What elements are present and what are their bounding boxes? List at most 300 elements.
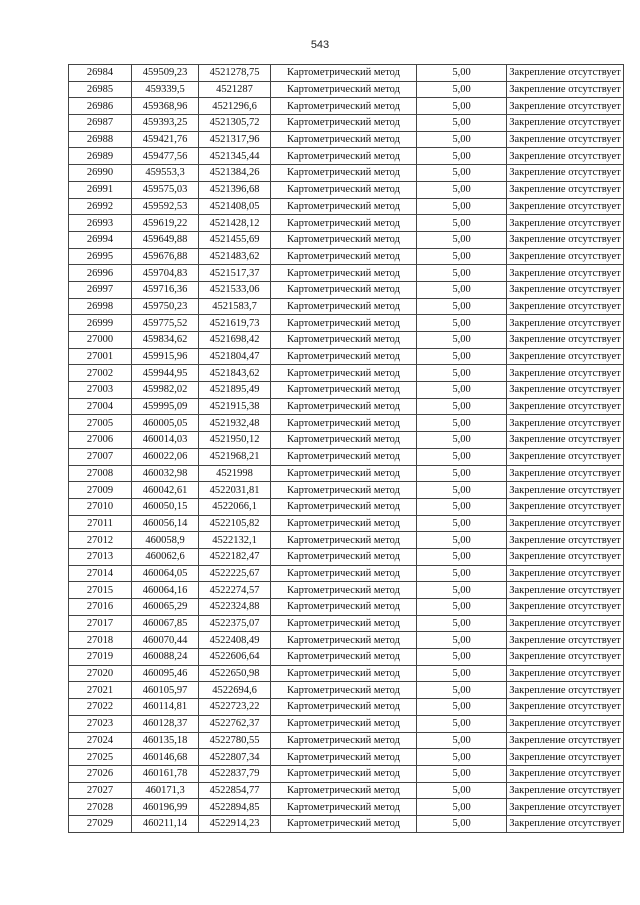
accuracy-cell: 5,00 — [417, 465, 507, 482]
fixation-cell: Закрепление отсутствует — [507, 715, 624, 732]
y-coordinate-cell: 4522066,1 — [199, 498, 271, 515]
x-coordinate-cell: 460064,16 — [132, 582, 199, 599]
accuracy-cell: 5,00 — [417, 732, 507, 749]
fixation-cell: Закрепление отсутствует — [507, 298, 624, 315]
method-cell: Картометрический метод — [271, 215, 417, 232]
table-row — [69, 398, 624, 415]
method-cell: Картометрический метод — [271, 415, 417, 432]
y-coordinate-cell: 4522375,07 — [199, 615, 271, 632]
x-coordinate-cell: 459421,76 — [132, 131, 199, 148]
coordinates-table — [68, 64, 624, 833]
x-coordinate-cell: 460070,44 — [132, 632, 199, 649]
point-number-cell: 26984 — [69, 65, 132, 82]
point-number-cell: 27024 — [69, 732, 132, 749]
method-cell: Картометрический метод — [271, 615, 417, 632]
fixation-cell: Закрепление отсутствует — [507, 131, 624, 148]
table-row — [69, 181, 624, 198]
point-number-cell: 27012 — [69, 532, 132, 549]
accuracy-cell: 5,00 — [417, 131, 507, 148]
y-coordinate-cell: 4521296,6 — [199, 98, 271, 115]
x-coordinate-cell: 459575,03 — [132, 181, 199, 198]
table-row — [69, 582, 624, 599]
table-row — [69, 98, 624, 115]
point-number-cell: 27025 — [69, 749, 132, 766]
y-coordinate-cell: 4521483,62 — [199, 248, 271, 265]
point-number-cell: 27016 — [69, 599, 132, 616]
point-number-cell: 27019 — [69, 649, 132, 666]
accuracy-cell: 5,00 — [417, 265, 507, 282]
method-cell: Картометрический метод — [271, 181, 417, 198]
table-row — [69, 215, 624, 232]
table-row — [69, 198, 624, 215]
y-coordinate-cell: 4521968,21 — [199, 448, 271, 465]
y-coordinate-cell: 4521396,68 — [199, 181, 271, 198]
y-coordinate-cell: 4521533,06 — [199, 281, 271, 298]
y-coordinate-cell: 4522894,85 — [199, 799, 271, 816]
x-coordinate-cell: 460135,18 — [132, 732, 199, 749]
fixation-cell: Закрепление отсутствует — [507, 165, 624, 182]
x-coordinate-cell: 459995,09 — [132, 398, 199, 415]
table-row — [69, 448, 624, 465]
x-coordinate-cell: 460065,29 — [132, 599, 199, 616]
method-cell: Картометрический метод — [271, 332, 417, 349]
point-number-cell: 26985 — [69, 81, 132, 98]
table-row — [69, 682, 624, 699]
fixation-cell: Закрепление отсутствует — [507, 365, 624, 382]
point-number-cell: 26989 — [69, 148, 132, 165]
y-coordinate-cell: 4521287 — [199, 81, 271, 98]
y-coordinate-cell: 4522837,79 — [199, 765, 271, 782]
y-coordinate-cell: 4521698,42 — [199, 332, 271, 349]
method-cell: Картометрический метод — [271, 498, 417, 515]
fixation-cell: Закрепление отсутствует — [507, 599, 624, 616]
fixation-cell: Закрепление отсутствует — [507, 615, 624, 632]
fixation-cell: Закрепление отсутствует — [507, 649, 624, 666]
accuracy-cell: 5,00 — [417, 315, 507, 332]
fixation-cell: Закрепление отсутствует — [507, 732, 624, 749]
point-number-cell: 27014 — [69, 565, 132, 582]
x-coordinate-cell: 459649,88 — [132, 231, 199, 248]
y-coordinate-cell: 4522606,64 — [199, 649, 271, 666]
point-number-cell: 27008 — [69, 465, 132, 482]
accuracy-cell: 5,00 — [417, 382, 507, 399]
table-row — [69, 281, 624, 298]
table-row — [69, 548, 624, 565]
y-coordinate-cell: 4521843,62 — [199, 365, 271, 382]
table-row — [69, 298, 624, 315]
table-row — [69, 415, 624, 432]
method-cell: Картометрический метод — [271, 382, 417, 399]
table-row — [69, 715, 624, 732]
method-cell: Картометрический метод — [271, 148, 417, 165]
x-coordinate-cell: 459368,96 — [132, 98, 199, 115]
method-cell: Картометрический метод — [271, 665, 417, 682]
fixation-cell: Закрепление отсутствует — [507, 482, 624, 499]
y-coordinate-cell: 4522324,88 — [199, 599, 271, 616]
x-coordinate-cell: 459553,3 — [132, 165, 199, 182]
method-cell: Картометрический метод — [271, 799, 417, 816]
table-row — [69, 515, 624, 532]
fixation-cell: Закрепление отсутствует — [507, 799, 624, 816]
point-number-cell: 27026 — [69, 765, 132, 782]
fixation-cell: Закрепление отсутствует — [507, 632, 624, 649]
method-cell: Картометрический метод — [271, 348, 417, 365]
y-coordinate-cell: 4521305,72 — [199, 115, 271, 132]
table-row — [69, 599, 624, 616]
point-number-cell: 26990 — [69, 165, 132, 182]
method-cell: Картометрический метод — [271, 398, 417, 415]
method-cell: Картометрический метод — [271, 749, 417, 766]
y-coordinate-cell: 4522408,49 — [199, 632, 271, 649]
table-row — [69, 565, 624, 582]
table-row — [69, 815, 624, 832]
y-coordinate-cell: 4522762,37 — [199, 715, 271, 732]
point-number-cell: 27010 — [69, 498, 132, 515]
x-coordinate-cell: 459509,23 — [132, 65, 199, 82]
point-number-cell: 27022 — [69, 699, 132, 716]
fixation-cell: Закрепление отсутствует — [507, 699, 624, 716]
accuracy-cell: 5,00 — [417, 181, 507, 198]
point-number-cell: 27007 — [69, 448, 132, 465]
y-coordinate-cell: 4522807,34 — [199, 749, 271, 766]
accuracy-cell: 5,00 — [417, 765, 507, 782]
table-row — [69, 649, 624, 666]
x-coordinate-cell: 459944,95 — [132, 365, 199, 382]
table-row — [69, 765, 624, 782]
accuracy-cell: 5,00 — [417, 649, 507, 666]
x-coordinate-cell: 459750,23 — [132, 298, 199, 315]
x-coordinate-cell: 459775,52 — [132, 315, 199, 332]
accuracy-cell: 5,00 — [417, 448, 507, 465]
y-coordinate-cell: 4521428,12 — [199, 215, 271, 232]
y-coordinate-cell: 4521517,37 — [199, 265, 271, 282]
method-cell: Картометрический метод — [271, 548, 417, 565]
accuracy-cell: 5,00 — [417, 432, 507, 449]
point-number-cell: 27023 — [69, 715, 132, 732]
method-cell: Картометрический метод — [271, 715, 417, 732]
accuracy-cell: 5,00 — [417, 115, 507, 132]
table-row — [69, 165, 624, 182]
accuracy-cell: 5,00 — [417, 699, 507, 716]
fixation-cell: Закрепление отсутствует — [507, 98, 624, 115]
fixation-cell: Закрепление отсутствует — [507, 65, 624, 82]
accuracy-cell: 5,00 — [417, 298, 507, 315]
fixation-cell: Закрепление отсутствует — [507, 315, 624, 332]
y-coordinate-cell: 4521950,12 — [199, 432, 271, 449]
fixation-cell: Закрепление отсутствует — [507, 565, 624, 582]
coordinates-table-body — [69, 65, 624, 833]
method-cell: Картометрический метод — [271, 599, 417, 616]
fixation-cell: Закрепление отсутствует — [507, 281, 624, 298]
y-coordinate-cell: 4521895,49 — [199, 382, 271, 399]
fixation-cell: Закрепление отсутствует — [507, 115, 624, 132]
point-number-cell: 26988 — [69, 131, 132, 148]
accuracy-cell: 5,00 — [417, 398, 507, 415]
x-coordinate-cell: 460005,05 — [132, 415, 199, 432]
method-cell: Картометрический метод — [271, 98, 417, 115]
method-cell: Картометрический метод — [271, 231, 417, 248]
x-coordinate-cell: 460171,3 — [132, 782, 199, 799]
accuracy-cell: 5,00 — [417, 799, 507, 816]
fixation-cell: Закрепление отсутствует — [507, 498, 624, 515]
point-number-cell: 26987 — [69, 115, 132, 132]
x-coordinate-cell: 460050,15 — [132, 498, 199, 515]
method-cell: Картометрический метод — [271, 198, 417, 215]
accuracy-cell: 5,00 — [417, 365, 507, 382]
table-row — [69, 432, 624, 449]
method-cell: Картометрический метод — [271, 782, 417, 799]
method-cell: Картометрический метод — [271, 432, 417, 449]
x-coordinate-cell: 460022,06 — [132, 448, 199, 465]
table-row — [69, 732, 624, 749]
point-number-cell: 27005 — [69, 415, 132, 432]
table-row — [69, 665, 624, 682]
point-number-cell: 26999 — [69, 315, 132, 332]
method-cell: Картометрический метод — [271, 815, 417, 832]
point-number-cell: 27000 — [69, 332, 132, 349]
x-coordinate-cell: 460196,99 — [132, 799, 199, 816]
fixation-cell: Закрепление отсутствует — [507, 515, 624, 532]
point-number-cell: 27028 — [69, 799, 132, 816]
y-coordinate-cell: 4521408,05 — [199, 198, 271, 215]
method-cell: Картометрический метод — [271, 732, 417, 749]
page-number: 543 — [310, 39, 330, 51]
fixation-cell: Закрепление отсутствует — [507, 815, 624, 832]
table-row — [69, 65, 624, 82]
point-number-cell: 26998 — [69, 298, 132, 315]
table-row — [69, 315, 624, 332]
x-coordinate-cell: 460146,68 — [132, 749, 199, 766]
y-coordinate-cell: 4522105,82 — [199, 515, 271, 532]
table-row — [69, 348, 624, 365]
y-coordinate-cell: 4522132,1 — [199, 532, 271, 549]
y-coordinate-cell: 4522780,55 — [199, 732, 271, 749]
method-cell: Картометрический метод — [271, 298, 417, 315]
method-cell: Картометрический метод — [271, 81, 417, 98]
x-coordinate-cell: 460067,85 — [132, 615, 199, 632]
point-number-cell: 27006 — [69, 432, 132, 449]
fixation-cell: Закрепление отсутствует — [507, 181, 624, 198]
table-row — [69, 332, 624, 349]
x-coordinate-cell: 459915,96 — [132, 348, 199, 365]
point-number-cell: 26991 — [69, 181, 132, 198]
accuracy-cell: 5,00 — [417, 665, 507, 682]
x-coordinate-cell: 460064,05 — [132, 565, 199, 582]
y-coordinate-cell: 4522854,77 — [199, 782, 271, 799]
method-cell: Картометрический метод — [271, 682, 417, 699]
fixation-cell: Закрепление отсутствует — [507, 582, 624, 599]
fixation-cell: Закрепление отсутствует — [507, 448, 624, 465]
method-cell: Картометрический метод — [271, 632, 417, 649]
point-number-cell: 27001 — [69, 348, 132, 365]
method-cell: Картометрический метод — [271, 165, 417, 182]
accuracy-cell: 5,00 — [417, 565, 507, 582]
method-cell: Картометрический метод — [271, 465, 417, 482]
point-number-cell: 26992 — [69, 198, 132, 215]
method-cell: Картометрический метод — [271, 65, 417, 82]
accuracy-cell: 5,00 — [417, 515, 507, 532]
method-cell: Картометрический метод — [271, 448, 417, 465]
table-row — [69, 532, 624, 549]
x-coordinate-cell: 460058,9 — [132, 532, 199, 549]
point-number-cell: 26993 — [69, 215, 132, 232]
accuracy-cell: 5,00 — [417, 332, 507, 349]
point-number-cell: 27029 — [69, 815, 132, 832]
fixation-cell: Закрепление отсутствует — [507, 382, 624, 399]
accuracy-cell: 5,00 — [417, 749, 507, 766]
fixation-cell: Закрепление отсутствует — [507, 248, 624, 265]
fixation-cell: Закрепление отсутствует — [507, 432, 624, 449]
point-number-cell: 27003 — [69, 382, 132, 399]
table-row — [69, 148, 624, 165]
y-coordinate-cell: 4521619,73 — [199, 315, 271, 332]
y-coordinate-cell: 4521998 — [199, 465, 271, 482]
point-number-cell: 26996 — [69, 265, 132, 282]
table-row — [69, 782, 624, 799]
table-row — [69, 615, 624, 632]
table-row — [69, 81, 624, 98]
accuracy-cell: 5,00 — [417, 148, 507, 165]
point-number-cell: 27017 — [69, 615, 132, 632]
accuracy-cell: 5,00 — [417, 682, 507, 699]
point-number-cell: 27004 — [69, 398, 132, 415]
x-coordinate-cell: 460088,24 — [132, 649, 199, 666]
method-cell: Картометрический метод — [271, 532, 417, 549]
accuracy-cell: 5,00 — [417, 348, 507, 365]
fixation-cell: Закрепление отсутствует — [507, 465, 624, 482]
x-coordinate-cell: 460161,78 — [132, 765, 199, 782]
method-cell: Картометрический метод — [271, 265, 417, 282]
y-coordinate-cell: 4521317,96 — [199, 131, 271, 148]
accuracy-cell: 5,00 — [417, 815, 507, 832]
y-coordinate-cell: 4521915,38 — [199, 398, 271, 415]
accuracy-cell: 5,00 — [417, 165, 507, 182]
x-coordinate-cell: 459676,88 — [132, 248, 199, 265]
method-cell: Картометрический метод — [271, 131, 417, 148]
x-coordinate-cell: 460062,6 — [132, 548, 199, 565]
fixation-cell: Закрепление отсутствует — [507, 198, 624, 215]
fixation-cell: Закрепление отсутствует — [507, 215, 624, 232]
table-row — [69, 382, 624, 399]
table-row — [69, 699, 624, 716]
x-coordinate-cell: 460056,14 — [132, 515, 199, 532]
accuracy-cell: 5,00 — [417, 532, 507, 549]
accuracy-cell: 5,00 — [417, 548, 507, 565]
x-coordinate-cell: 460105,97 — [132, 682, 199, 699]
fixation-cell: Закрепление отсутствует — [507, 782, 624, 799]
accuracy-cell: 5,00 — [417, 281, 507, 298]
y-coordinate-cell: 4521384,26 — [199, 165, 271, 182]
x-coordinate-cell: 459619,22 — [132, 215, 199, 232]
y-coordinate-cell: 4521345,44 — [199, 148, 271, 165]
x-coordinate-cell: 460114,81 — [132, 699, 199, 716]
accuracy-cell: 5,00 — [417, 715, 507, 732]
accuracy-cell: 5,00 — [417, 599, 507, 616]
y-coordinate-cell: 4522182,47 — [199, 548, 271, 565]
y-coordinate-cell: 4522723,22 — [199, 699, 271, 716]
accuracy-cell: 5,00 — [417, 498, 507, 515]
point-number-cell: 26994 — [69, 231, 132, 248]
x-coordinate-cell: 460128,37 — [132, 715, 199, 732]
accuracy-cell: 5,00 — [417, 782, 507, 799]
y-coordinate-cell: 4522031,81 — [199, 482, 271, 499]
table-row — [69, 632, 624, 649]
point-number-cell: 27020 — [69, 665, 132, 682]
method-cell: Картометрический метод — [271, 699, 417, 716]
table-row — [69, 231, 624, 248]
table-row — [69, 799, 624, 816]
point-number-cell: 26986 — [69, 98, 132, 115]
table-row — [69, 265, 624, 282]
accuracy-cell: 5,00 — [417, 582, 507, 599]
point-number-cell: 26997 — [69, 281, 132, 298]
fixation-cell: Закрепление отсутствует — [507, 665, 624, 682]
fixation-cell: Закрепление отсутствует — [507, 398, 624, 415]
method-cell: Картометрический метод — [271, 281, 417, 298]
table-row — [69, 465, 624, 482]
fixation-cell: Закрепление отсутствует — [507, 532, 624, 549]
method-cell: Картометрический метод — [271, 315, 417, 332]
table-row — [69, 115, 624, 132]
y-coordinate-cell: 4522694,6 — [199, 682, 271, 699]
point-number-cell: 27013 — [69, 548, 132, 565]
table-row — [69, 131, 624, 148]
fixation-cell: Закрепление отсутствует — [507, 332, 624, 349]
method-cell: Картометрический метод — [271, 482, 417, 499]
point-number-cell: 27015 — [69, 582, 132, 599]
point-number-cell: 27021 — [69, 682, 132, 699]
method-cell: Картометрический метод — [271, 565, 417, 582]
point-number-cell: 27018 — [69, 632, 132, 649]
method-cell: Картометрический метод — [271, 765, 417, 782]
accuracy-cell: 5,00 — [417, 415, 507, 432]
y-coordinate-cell: 4522274,57 — [199, 582, 271, 599]
y-coordinate-cell: 4521278,75 — [199, 65, 271, 82]
table-row — [69, 482, 624, 499]
point-number-cell: 26995 — [69, 248, 132, 265]
fixation-cell: Закрепление отсутствует — [507, 265, 624, 282]
y-coordinate-cell: 4522650,98 — [199, 665, 271, 682]
y-coordinate-cell: 4521932,48 — [199, 415, 271, 432]
y-coordinate-cell: 4522225,67 — [199, 565, 271, 582]
method-cell: Картометрический метод — [271, 365, 417, 382]
point-number-cell: 27027 — [69, 782, 132, 799]
x-coordinate-cell: 460095,46 — [132, 665, 199, 682]
fixation-cell: Закрепление отсутствует — [507, 765, 624, 782]
y-coordinate-cell: 4522914,23 — [199, 815, 271, 832]
x-coordinate-cell: 459716,36 — [132, 281, 199, 298]
accuracy-cell: 5,00 — [417, 615, 507, 632]
fixation-cell: Закрепление отсутствует — [507, 548, 624, 565]
accuracy-cell: 5,00 — [417, 65, 507, 82]
accuracy-cell: 5,00 — [417, 198, 507, 215]
fixation-cell: Закрепление отсутствует — [507, 148, 624, 165]
accuracy-cell: 5,00 — [417, 215, 507, 232]
x-coordinate-cell: 459592,53 — [132, 198, 199, 215]
fixation-cell: Закрепление отсутствует — [507, 682, 624, 699]
x-coordinate-cell: 460211,14 — [132, 815, 199, 832]
point-number-cell: 27002 — [69, 365, 132, 382]
fixation-cell: Закрепление отсутствует — [507, 81, 624, 98]
x-coordinate-cell: 459339,5 — [132, 81, 199, 98]
method-cell: Картометрический метод — [271, 248, 417, 265]
x-coordinate-cell: 460042,61 — [132, 482, 199, 499]
fixation-cell: Закрепление отсутствует — [507, 749, 624, 766]
fixation-cell: Закрепление отсутствует — [507, 415, 624, 432]
accuracy-cell: 5,00 — [417, 98, 507, 115]
fixation-cell: Закрепление отсутствует — [507, 231, 624, 248]
accuracy-cell: 5,00 — [417, 632, 507, 649]
